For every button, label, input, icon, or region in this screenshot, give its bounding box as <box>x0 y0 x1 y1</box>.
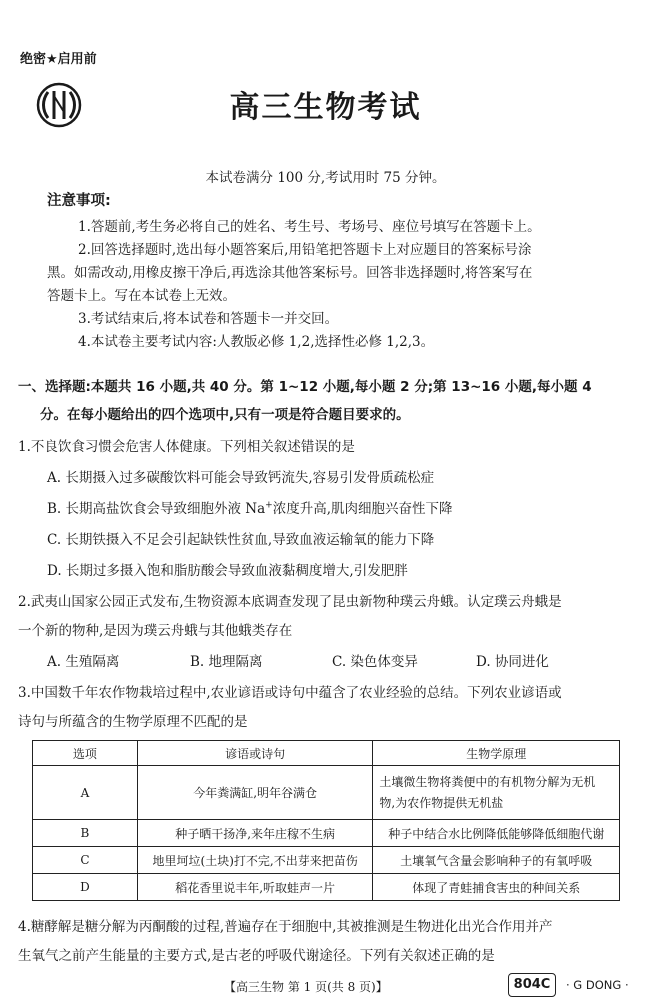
question-1-option-c: C. 长期铁摄入不足会引起缺铁性贫血,导致血液运输氧的能力下降 <box>47 532 435 548</box>
notice-title: 注意事项: <box>47 193 111 209</box>
exam-title: 高三生物考试 <box>229 90 422 125</box>
table-row <box>33 847 620 874</box>
notice-item: 4.本试卷主要考试内容:人教版必修 1,2,选择性必修 1,2,3。 <box>78 334 435 350</box>
question-1-stem: 1.不良饮食习惯会危害人体健康。下列相关叙述错误的是 <box>18 439 355 455</box>
confidential-label: 绝密★启用前 <box>20 52 97 67</box>
page-info: 【高三生物 第 1 页(共 8 页)】 <box>224 980 388 994</box>
cell-option: A <box>33 766 138 820</box>
question-1-option-a: A. 长期摄入过多碳酸饮料可能会导致钙流失,容易引发骨质疏松症 <box>47 470 435 486</box>
option-b-text-pre: B. 长期高盐饮食会导致细胞外液 Na <box>47 501 266 517</box>
question-3-table <box>32 740 620 901</box>
exam-code-badge: 804C <box>508 973 556 997</box>
notice-item: 3.考试结束后,将本试卷和答题卡一并交回。 <box>78 311 339 327</box>
question-2-option-a: A. 生殖隔离 <box>47 654 120 670</box>
notice-item: 黑。如需改动,用橡皮擦干净后,再选涂其他答案标号。回答非选择题时,将答案写在 <box>47 265 533 281</box>
table-row <box>33 820 620 847</box>
question-2-stem: 2.武夷山国家公园正式发布,生物资源本底调查发现了昆虫新物种璞云舟蛾。认定璞云舟蛾是 <box>18 594 562 610</box>
cell-principle <box>373 766 620 820</box>
question-1-option-b <box>47 497 453 517</box>
cell-saying: 地里坷垃(土块)打不完,不出芽来把苗伤 <box>137 847 373 874</box>
section-heading: 分。在每小题给出的四个选项中,只有一项是符合题目要求的。 <box>40 407 410 423</box>
question-2-stem: 一个新的物种,是因为璞云舟蛾与其他蛾类存在 <box>18 623 293 639</box>
option-b-text-post: 浓度升高,肌肉细胞兴奋性下降 <box>272 501 453 517</box>
header-saying: 谚语或诗句 <box>137 741 373 766</box>
principle-line: 物,为农作物提供无机盐 <box>379 795 504 810</box>
notice-item: 2.回答选择题时,选出每小题答案后,用铅笔把答题卡上对应题目的答案标号涂 <box>78 242 532 258</box>
cell-saying: 今年粪满缸,明年谷满仓 <box>137 766 373 820</box>
cell-principle: 体现了青蛙捕食害虫的种间关系 <box>373 874 620 901</box>
cell-principle: 土壤氧气含量会影响种子的有氧呼吸 <box>373 847 620 874</box>
cell-saying: 种子晒干扬净,来年庄稼不生病 <box>137 820 373 847</box>
question-1-option-d: D. 长期过多摄入饱和脂肪酸会导致血液黏稠度增大,引发肥胖 <box>47 563 408 579</box>
header-principle: 生物学原理 <box>373 741 620 766</box>
question-3-stem: 诗句与所蕴含的生物学原理不匹配的是 <box>18 714 248 730</box>
question-2-option-d: D. 协同进化 <box>476 654 549 670</box>
question-4-stem: 4.糖酵解是糖分解为丙酮酸的过程,普遍存在于细胞中,其被推测是生物进化出光合作用并产 <box>18 919 553 935</box>
cell-option: D <box>33 874 138 901</box>
cell-principle: 种子中结合水比例降低能够降低细胞代谢 <box>373 820 620 847</box>
superscript-plus: + <box>265 500 273 511</box>
cell-option: C <box>33 847 138 874</box>
cell-saying: 稻花香里说丰年,听取蛙声一片 <box>137 874 373 901</box>
table-header-row <box>33 741 620 766</box>
question-2-option-c: C. 染色体变异 <box>332 654 418 670</box>
table-row <box>33 874 620 901</box>
question-2-option-b: B. 地理隔离 <box>190 654 263 670</box>
question-3-stem: 3.中国数千年农作物栽培过程中,农业谚语或诗句中蕴含了农业经验的总结。下列农业谚语或 <box>18 685 562 701</box>
principle-line: 土壤微生物将粪便中的有机物分解为无机 <box>379 774 596 789</box>
cell-option: B <box>33 820 138 847</box>
question-4-stem: 生氧气之前产生能量的主要方式,是古老的呼吸代谢途径。下列有关叙述正确的是 <box>18 948 495 964</box>
notice-item: 答题卡上。写在本试卷上无效。 <box>47 288 236 304</box>
header-option: 选项 <box>33 741 138 766</box>
section-heading: 一、选择题:本题共 16 小题,共 40 分。第 1~12 小题,每小题 2 分;第 13~16 小题,每小题 4 <box>18 379 592 395</box>
table-row <box>33 766 620 820</box>
notice-item: 1.答题前,考生务必将自己的姓名、考生号、考场号、座位号填写在答题卡上。 <box>78 219 541 235</box>
brand-label: · G DONG · <box>566 978 629 992</box>
exam-intro: 本试卷满分 100 分,考试用时 75 分钟。 <box>205 170 446 186</box>
